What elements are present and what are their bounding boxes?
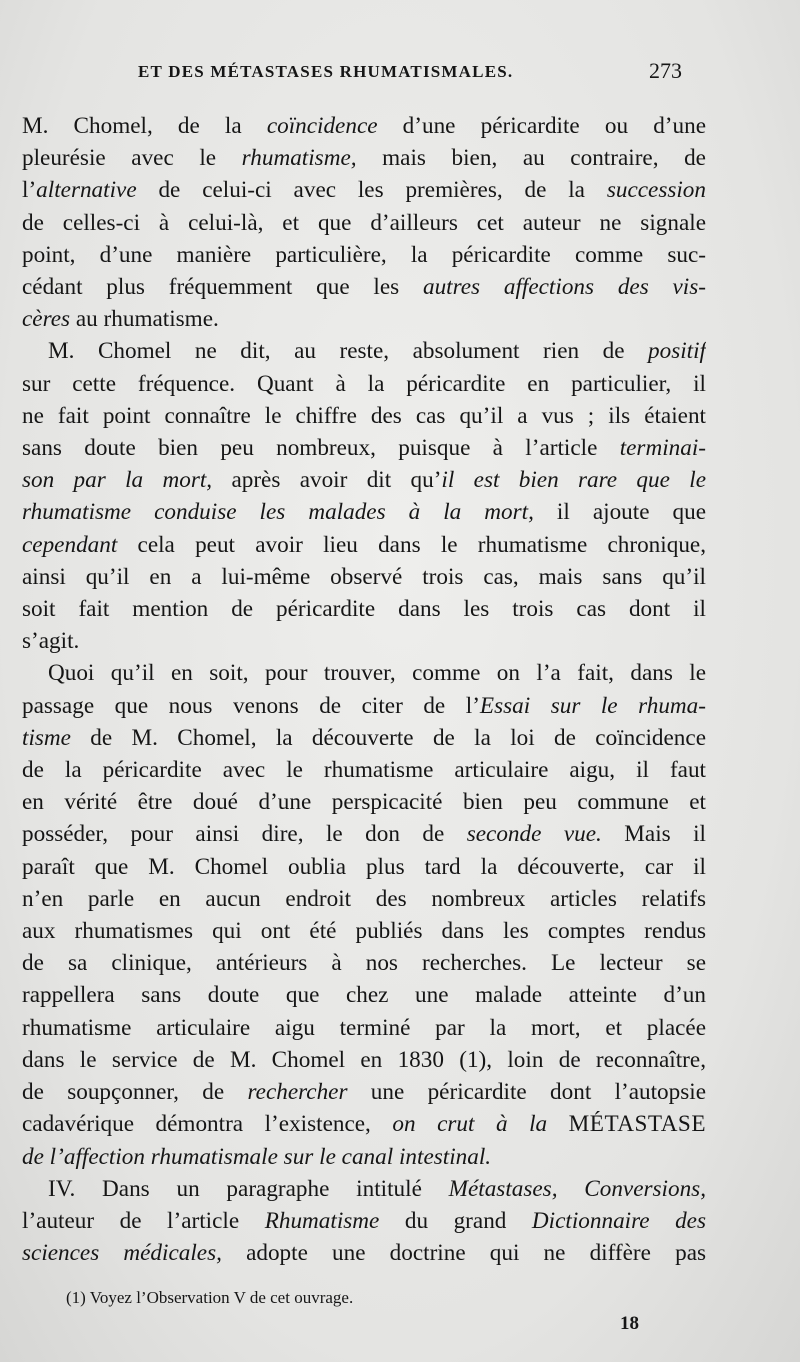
- text-segment: point, d’une manière particulière, la péricardite comme suc-: [22, 241, 706, 268]
- text-line: [22, 496, 706, 528]
- text-segment: de soupçonner, de: [22, 1079, 248, 1106]
- text-segment: adopte une doctrine qui ne diffère pas: [221, 1240, 706, 1267]
- text-line: [22, 1237, 706, 1269]
- italic-text: rhumatisme conduise les malades à la mort,: [22, 499, 534, 526]
- text-segment: ainsi qu’il en a lui-même observé trois cas, mais sans qu’il: [22, 563, 706, 590]
- italic-text: autres affections des vis-: [422, 274, 706, 301]
- text-segment: après avoir dit qu’: [212, 467, 442, 494]
- text-segment: sans doute bien peu nombreux, puisque à l’article: [22, 435, 620, 462]
- page-number: 273: [649, 58, 682, 83]
- italic-text: alternative: [36, 177, 137, 204]
- text-segment: de celles-ci à celui-là, et que d’ailleurs cet auteur ne signale: [22, 209, 706, 236]
- text-line: [22, 271, 706, 303]
- text-line: [22, 786, 706, 818]
- text-line: [22, 368, 706, 400]
- text-segment: l’auteur de l’article: [22, 1207, 265, 1234]
- text-line: [22, 722, 706, 754]
- text-segment: cédant plus fréquemment que les: [22, 274, 423, 301]
- text-line: [22, 1205, 706, 1237]
- text-segment: une péricardite dont l’autopsie: [347, 1079, 706, 1106]
- text-segment: du grand: [379, 1207, 532, 1234]
- text-segment: l’: [22, 177, 37, 204]
- text-line: [22, 657, 706, 689]
- italic-text: cères: [22, 306, 71, 333]
- text-segment: dans le service de M. Chomel en 1830 (1), loin de reconnaître,: [22, 1046, 706, 1073]
- text-segment: cela peut avoir lieu dans le rhumatisme chronique,: [117, 531, 706, 558]
- italic-text: positif: [648, 338, 706, 365]
- italic-text: succession: [606, 177, 706, 204]
- italic-text: cependant: [22, 531, 118, 558]
- text-segment: [547, 1111, 569, 1137]
- text-line: [22, 1044, 706, 1076]
- text-segment: rhumatisme articulaire aigu terminé par la mort, et placée: [22, 1014, 706, 1041]
- italic-text: coïncidence: [266, 113, 378, 139]
- text-segment: M. Chomel, de la: [22, 113, 267, 139]
- text-segment: paraît que M. Chomel oublia plus tard la découverte, car il: [22, 853, 706, 880]
- text-line: [22, 432, 706, 464]
- text-segment: Quoi qu’il en soit, pour trouver, comme on l’a fait, dans le: [48, 660, 706, 687]
- text-segment: pleurésie avec le: [22, 145, 242, 172]
- italic-text: de l’affection rhumatismale sur le canal intestinal.: [22, 1143, 492, 1170]
- text-segment: de la péricardite avec le rhumatisme articulaire aigu, il faut: [22, 757, 706, 784]
- text-line: [22, 335, 706, 367]
- text-segment: Mais il: [601, 821, 706, 848]
- italic-text: tisme: [22, 724, 71, 751]
- italic-text: Rhumatisme: [264, 1207, 380, 1234]
- italic-text: son par la mort,: [22, 467, 213, 494]
- italic-text: on crut à la: [392, 1111, 548, 1138]
- italic-text: sciences médicales,: [22, 1240, 222, 1267]
- text-line: [22, 625, 706, 657]
- italic-text: Dictionnaire des: [531, 1207, 706, 1234]
- footnote: (1) Voyez l’Observation V de cet ouvrage.: [66, 1288, 354, 1307]
- text-line: [22, 947, 706, 979]
- text-segment: M. Chomel ne dit, au reste, absolument rien de: [48, 338, 649, 365]
- text-line: [22, 915, 706, 947]
- text-segment: posséder, pour ainsi dire, le don de: [22, 821, 467, 848]
- text-segment: d’une péricardite ou d’une: [377, 113, 706, 139]
- text-line: [22, 979, 706, 1011]
- text-line: [22, 239, 706, 271]
- text-line: [22, 593, 706, 625]
- text-segment: soit fait mention de péricardite dans les trois cas dont il: [22, 596, 706, 623]
- text-segment: en vérité être doué d’une perspicacité bien peu commune et: [22, 789, 706, 816]
- text-segment: au rhumatisme.: [70, 306, 219, 333]
- body-text: [22, 110, 706, 1269]
- text-segment: de M. Chomel, la découverte de la loi de coïncidence: [70, 724, 706, 751]
- text-line: [22, 690, 706, 722]
- text-line: [22, 303, 706, 335]
- text-line: [22, 561, 706, 593]
- text-line: [22, 207, 706, 239]
- italic-text: seconde vue.: [466, 821, 602, 848]
- text-line: [22, 1173, 706, 1205]
- text-segment: s’agit.: [22, 628, 80, 655]
- text-segment: sur cette fréquence. Quant à la péricardite en particulier, il: [22, 370, 706, 397]
- text-segment: de sa clinique, antérieurs à nos recherches. Le lecteur se: [22, 950, 706, 977]
- text-segment: rappellera sans doute que chez une malade atteinte d’un: [22, 982, 706, 1009]
- text-line: [22, 174, 706, 206]
- text-line: [22, 1012, 706, 1044]
- italic-text: terminai-: [619, 435, 706, 462]
- italic-text: Métastases, Conversions,: [448, 1175, 706, 1202]
- text-segment: ne fait point connaître le chiffre des cas qu’il a vus ; ils étaient: [22, 402, 706, 429]
- text-segment: de celui-ci avec les premières, de la: [136, 177, 607, 204]
- text-segment: n’en parle en aucun endroit des nombreux articles relatifs: [22, 885, 706, 912]
- text-segment: cadavérique démontra l’existence,: [22, 1111, 393, 1138]
- small-caps-text: MÉTASTASE: [568, 1111, 706, 1138]
- text-line: [22, 851, 706, 883]
- text-segment: passage que nous venons de citer de l’: [22, 692, 480, 719]
- text-segment: il ajoute que: [533, 499, 706, 526]
- running-head: [0, 58, 800, 92]
- text-line: [22, 142, 706, 174]
- text-segment: mais bien, au contraire, de: [356, 145, 706, 172]
- text-line: [22, 883, 706, 915]
- italic-text: rhumatisme,: [241, 145, 357, 172]
- signature-mark: 18: [620, 1313, 639, 1334]
- italic-text: Essai sur le rhuma-: [479, 692, 706, 719]
- text-line: [22, 529, 706, 561]
- text-line: [22, 1076, 706, 1108]
- running-title: ET DES MÉTASTASES RHUMATISMALES.: [138, 62, 514, 81]
- text-line: [22, 110, 706, 142]
- text-line: [22, 1141, 706, 1173]
- text-line: [22, 818, 706, 850]
- text-line: [22, 464, 706, 496]
- text-line: [22, 400, 706, 432]
- italic-text: il est bien rare que le: [441, 467, 706, 494]
- text-segment: aux rhumatismes qui ont été publiés dans les comptes rendus: [22, 918, 706, 945]
- text-segment: IV. Dans un paragraphe intitulé: [48, 1175, 449, 1202]
- text-line: [22, 1108, 706, 1140]
- italic-text: rechercher: [247, 1079, 348, 1106]
- text-line: [22, 754, 706, 786]
